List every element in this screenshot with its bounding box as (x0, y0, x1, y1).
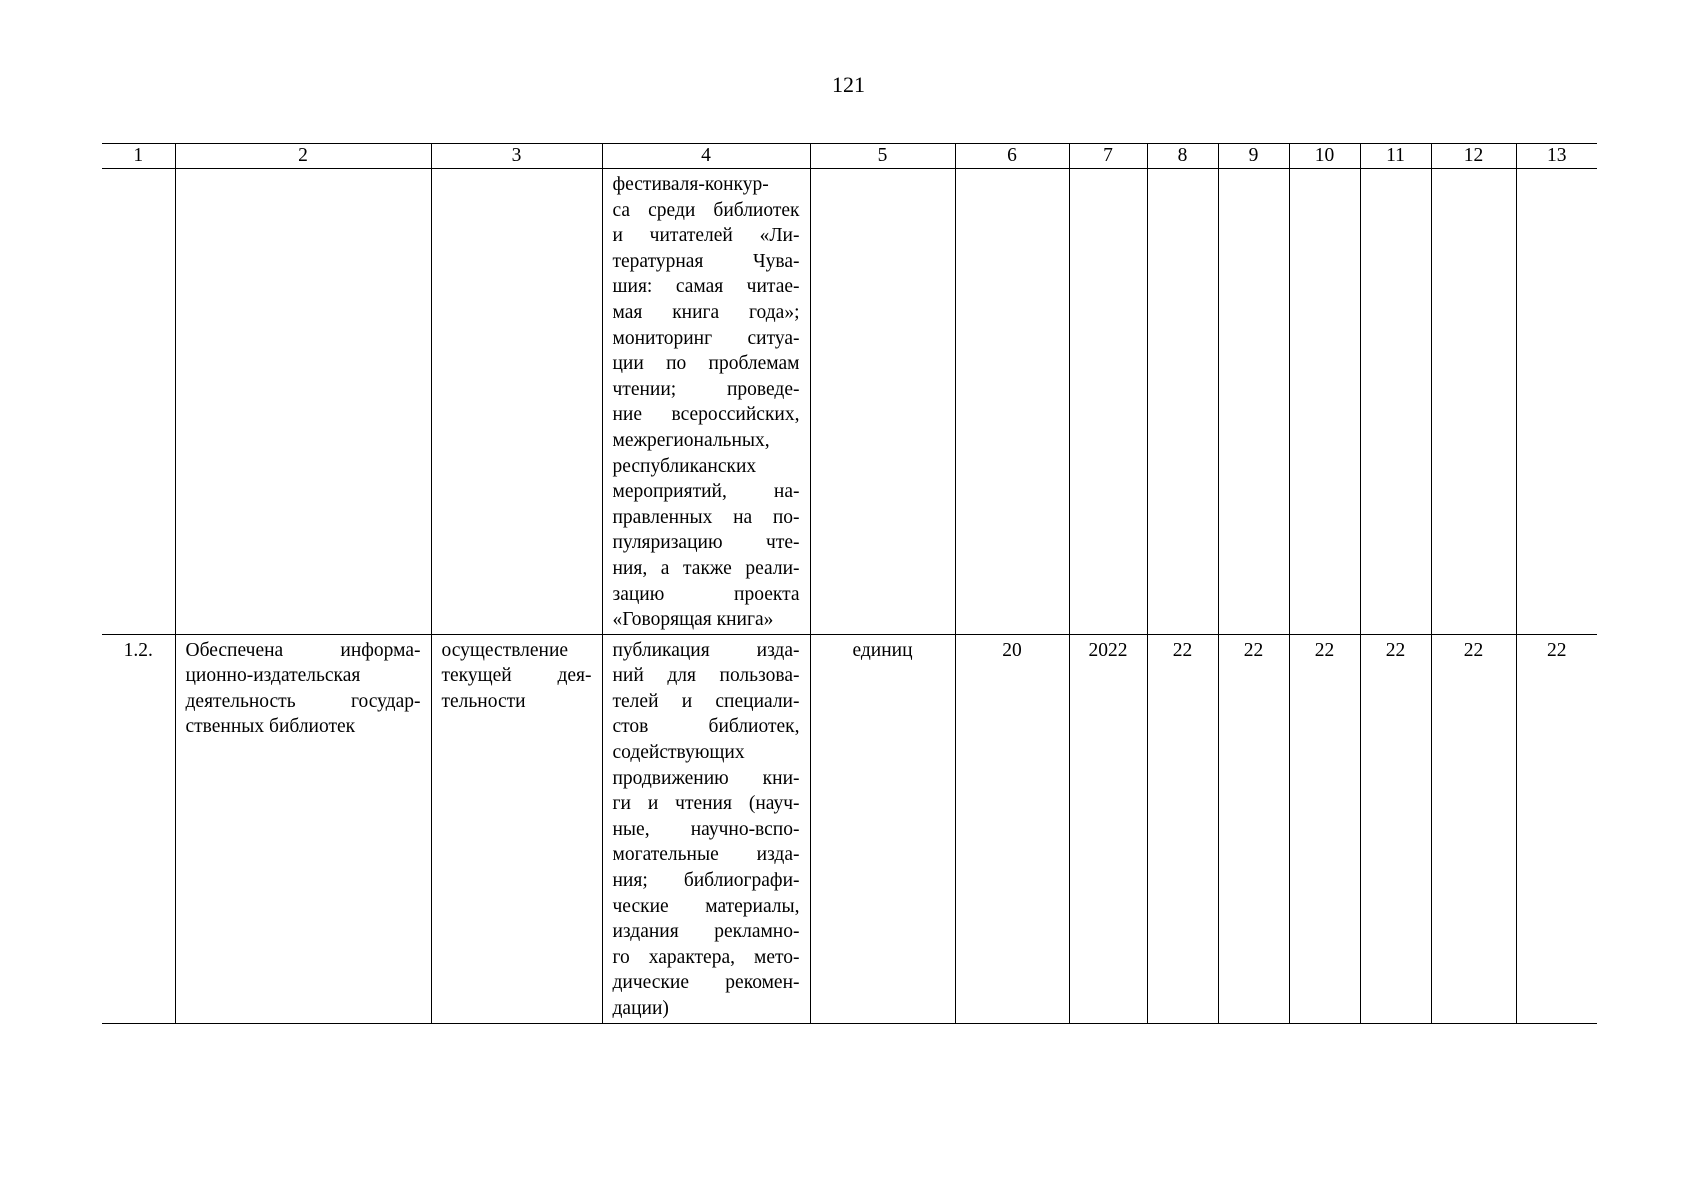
column-header: 5 (810, 144, 955, 169)
row-number-cell: 1.2. (102, 634, 175, 1023)
cell-text-line: «Говорящая книга» (612, 609, 774, 631)
value-cell: 22 (1516, 634, 1597, 1023)
document-table (102, 143, 1597, 1024)
cell-text-line: чтении; проведе- (612, 378, 800, 400)
column-header: 9 (1218, 144, 1289, 169)
row-number-cell (102, 169, 175, 635)
value-cell: 22 (1289, 634, 1360, 1023)
cell-text-line: могательные изда- (612, 844, 800, 866)
value-cell (1069, 169, 1147, 635)
value-cell: 22 (1360, 634, 1431, 1023)
activity-type-cell (431, 634, 602, 1023)
page-number: 121 (832, 72, 865, 97)
value-cell (955, 169, 1069, 635)
result-cell (175, 634, 431, 1023)
column-header: 1 (102, 144, 175, 169)
cell-text-line: текущей дея- (441, 665, 592, 687)
cell-text-line: дации) (612, 998, 669, 1019)
cell-text-line: тельности (441, 690, 526, 712)
cell-text-line: мая книга года»; (612, 301, 800, 323)
table-row (102, 169, 1597, 635)
cell-text-line: шия: самая читае- (612, 276, 800, 298)
value-cell (1360, 169, 1431, 635)
cell-text-line: ственных библиотек (185, 716, 356, 738)
description-cell (602, 634, 810, 1023)
cell-text-line: ные, научно-вспо- (612, 818, 800, 840)
cell-text-line: ческие материалы, (612, 895, 800, 917)
cell-text-line: содействующих (612, 742, 745, 764)
value-cell: 22 (1218, 634, 1289, 1023)
cell-text-line: осуществление (441, 639, 569, 661)
cell-text-line: го характера, мето- (612, 946, 800, 968)
cell-text-line: фестиваля-конкур- (612, 174, 769, 195)
cell-text-line: правленных на по- (612, 506, 800, 528)
cell-text-line: пуляризацию чте- (612, 532, 800, 554)
column-header: 13 (1516, 144, 1597, 169)
cell-text-line: и читателей «Ли- (612, 225, 800, 247)
cell-text-line: ционно-издательская (185, 665, 361, 687)
result-cell (175, 169, 431, 635)
column-header: 2 (175, 144, 431, 169)
unit-cell: единиц (810, 634, 955, 1023)
column-header: 10 (1289, 144, 1360, 169)
cell-text-line: тературная Чува- (612, 250, 800, 272)
cell-text-line: Обеспечена информа- (185, 639, 421, 661)
cell-text-line: дические рекомен- (612, 972, 800, 994)
value-cell: 22 (1431, 634, 1516, 1023)
column-header: 11 (1360, 144, 1431, 169)
cell-text-line: ния, а также реали- (612, 557, 800, 579)
cell-text-line: стов библиотек, (612, 716, 800, 738)
value-cell (1147, 169, 1218, 635)
cell-text-line: мониторинг ситуа- (612, 327, 800, 349)
cell-text-line: межрегиональных, (612, 429, 770, 451)
cell-text-line: республиканских (612, 455, 757, 477)
cell-text-line: зацию проекта (612, 583, 800, 605)
cell-text-line: ния; библиографи- (612, 870, 800, 892)
value-cell (1516, 169, 1597, 635)
cell-text-line: ний для пользова- (612, 665, 800, 687)
cell-text-line: ции по проблемам (612, 353, 800, 375)
cell-text-line: мероприятий, на- (612, 481, 800, 503)
column-header: 3 (431, 144, 602, 169)
column-header: 6 (955, 144, 1069, 169)
activity-type-cell (431, 169, 602, 635)
cell-text-line: деятельность государ- (185, 690, 421, 712)
unit-cell (810, 169, 955, 635)
column-header: 12 (1431, 144, 1516, 169)
cell-text-line: ние всероссийских, (612, 404, 800, 426)
column-header: 4 (602, 144, 810, 169)
cell-text-line: издания рекламно- (612, 921, 800, 943)
cell-text-line: продвижению кни- (612, 767, 800, 789)
column-number-header-row (102, 144, 1597, 169)
value-cell (1431, 169, 1516, 635)
table-row (102, 634, 1597, 1023)
value-cell (1218, 169, 1289, 635)
cell-text-line: са среди библиотек (612, 199, 800, 221)
value-cell (1289, 169, 1360, 635)
column-header: 7 (1069, 144, 1147, 169)
cell-text-line: телей и специали- (612, 690, 800, 712)
value-cell: 20 (955, 634, 1069, 1023)
cell-text-line: ги и чтения (науч- (612, 793, 800, 815)
cell-text-line: публикация изда- (612, 639, 800, 661)
description-cell (602, 169, 810, 635)
value-cell: 22 (1147, 634, 1218, 1023)
value-cell: 2022 (1069, 634, 1147, 1023)
column-header: 8 (1147, 144, 1218, 169)
